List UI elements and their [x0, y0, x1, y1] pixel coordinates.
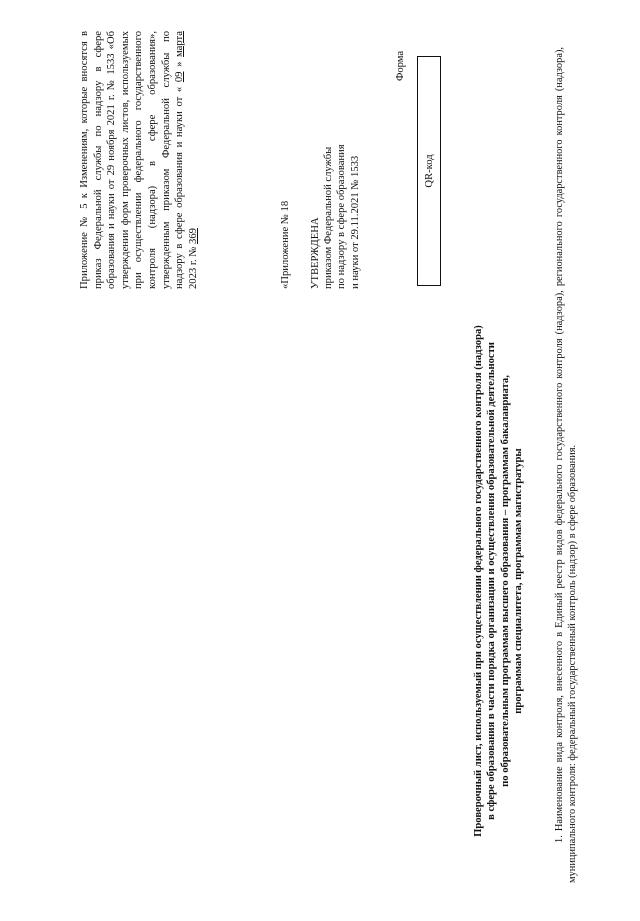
item-1-paragraph: 1. Наименование вида контроля, внесенного в Единый реестр видов федерального государственного контроля (надзора), регионального государственного контроля (надзора), муниципального контроля: федеральный государственный контроль (надзор) в сфере образования. [554, 47, 579, 883]
appendix-note-text: Приложение № 5 к Изменениям, которые вносятся в приказ Федеральной службы по надзору в сфере образования и науки от 29 ноября 2021 г. № 1533 «Об утверждении форм проверочных листов, используемых при осуществлении федерального государственного контроля (надзора) в сфере образования», утвержденным приказом Федеральной службы по надзору в сфере образования и науки [79, 31, 186, 289]
approval-line: и науки от 29.11.2021 № 1533 [349, 155, 361, 289]
approval-line: приказом Федеральной службы [323, 146, 335, 289]
approval-block [309, 144, 362, 289]
appendix-date-day: 09 [174, 71, 186, 83]
form-label: Форма [395, 50, 406, 81]
title-line: в сфере образования в части порядка организации и осуществления образовательной деятельности [486, 342, 498, 820]
appendix-date-mid: » [174, 56, 186, 72]
appendix-date-year: 2023 г. № [187, 243, 199, 289]
appendix-date-prefix: от « [174, 82, 186, 107]
title-line: программам специалитета, программам магистратуры [513, 448, 525, 714]
qr-code-label: QR-код [423, 154, 435, 188]
approval-heading: УТВЕРЖДЕНА [310, 217, 321, 289]
appendix-note [78, 31, 200, 289]
appendix-reference: «Приложение № 18 [280, 200, 291, 289]
title-line: по образовательным программам высшего образования – программам бакалавриата, [499, 375, 511, 787]
qr-code-box [417, 56, 441, 286]
title-line: Проверочный лист, используемый при осуществлении федерального государственного контроля (надзора) [473, 325, 484, 837]
document-title [472, 291, 526, 871]
appendix-date-month: марта [174, 31, 186, 57]
approval-line: по надзору в сфере образования [336, 144, 348, 289]
appendix-order-number: 369 [187, 228, 199, 244]
